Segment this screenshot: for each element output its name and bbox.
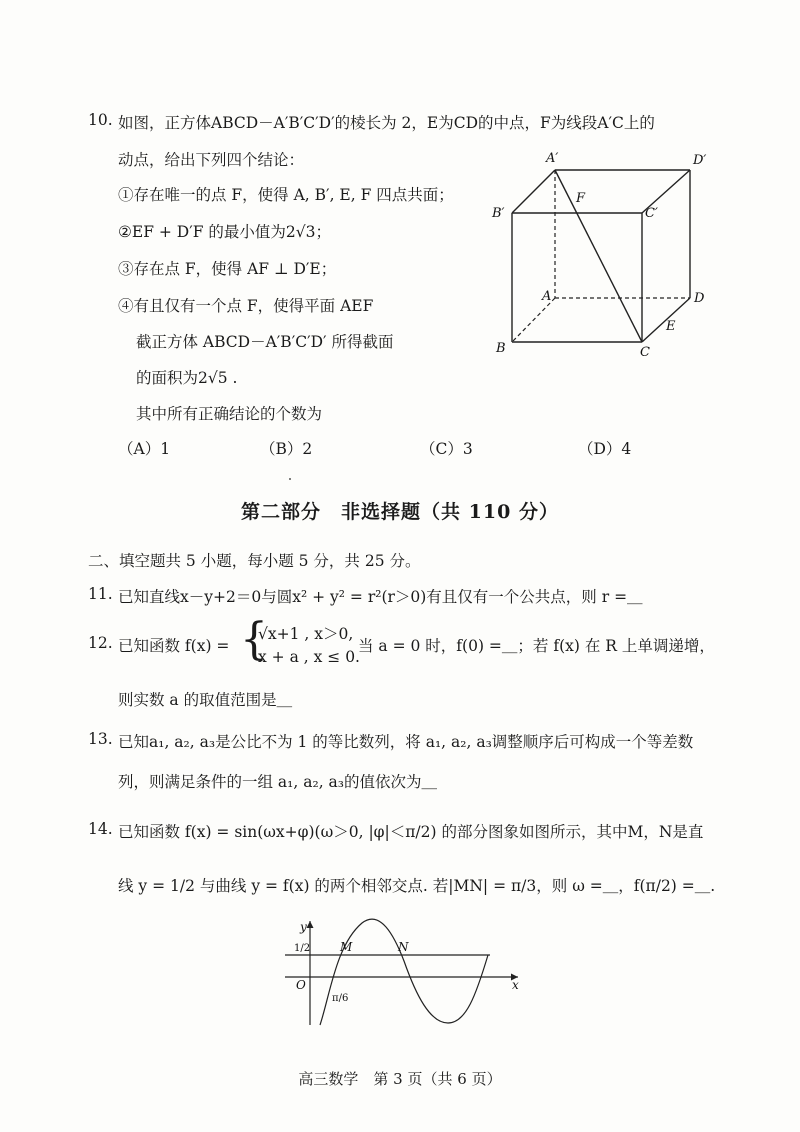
q12-case2: x + a , x ≤ 0.: [258, 648, 360, 666]
cube-figure: [480, 140, 730, 365]
stray-dot: [289, 478, 291, 480]
q10-conclusion-1: ①存在唯一的点 F，使得 A, B′, E, F 四点共面；: [118, 186, 454, 204]
diagonal-a1c: [555, 170, 642, 342]
q10-conclusion-4-cont2: 的面积为2√5 .: [136, 369, 238, 387]
label-c1: C′: [645, 206, 658, 221]
q13-line2: 列，则满足条件的一组 a₁, a₂, a₃的值依次为＿: [118, 773, 437, 791]
q10-conclusion-4: ④有且仅有一个点 F，使得平面 AEF: [118, 297, 374, 315]
q11-text: 已知直线x－y+2＝0与圆x² + y² = r²(r＞0)有且仅有一个公共点，则 r =＿: [118, 588, 643, 606]
q10-question: 其中所有正确结论的个数为: [136, 405, 323, 423]
page-footer: 高三数学 第 3 页（共 6 页）: [298, 1070, 502, 1088]
q10-number: 10.: [88, 111, 113, 129]
q10-option-b: （B）2: [260, 440, 313, 458]
label-b1: B′: [492, 206, 505, 221]
q12-case1: √x+1 , x＞0,: [258, 625, 354, 643]
label-origin: O: [296, 978, 306, 992]
sine-curve: [320, 919, 488, 1025]
label-half: 1/2: [294, 943, 311, 954]
q12-prefix: 已知函数 f(x) =: [118, 637, 230, 655]
q14-line1: 已知函数 f(x) = sin(ωx+φ)(ω＞0, |φ|＜π/2) 的部分图象如图所示，其中M，N是直: [118, 823, 704, 841]
q10-conclusion-3: ③存在点 F，使得 AF ⊥ D′E；: [118, 260, 337, 278]
edge-a1b1: [512, 170, 555, 213]
q12-number: 12.: [88, 634, 113, 652]
label-c: C: [640, 345, 650, 360]
section-header: 二、填空题共 5 小题，每小题 5 分，共 25 分。: [88, 552, 421, 570]
label-pi6: π/6: [332, 993, 349, 1004]
label-y: y: [300, 920, 307, 934]
label-a1: A′: [546, 151, 559, 166]
q12-brace: {: [240, 614, 268, 665]
label-e: E: [666, 319, 676, 334]
q10-option-d: （D）4: [578, 440, 632, 458]
q14-line2: 线 y = 1/2 与曲线 y = f(x) 的两个相邻交点. 若|MN| = π/3，则 ω =＿，f(π/2) =＿.: [118, 877, 716, 895]
label-b: B: [496, 341, 506, 356]
q10-stem-line1: 如图，正方体ABCD－A′B′C′D′的棱长为 2，E为CD的中点，F为线段A′C上的: [118, 114, 655, 132]
q10-option-c: （C）3: [420, 440, 473, 458]
q12-suffix: 当 a = 0 时，f(0) =＿；若 f(x) 在 R 上单调递增，: [358, 637, 715, 655]
label-d1: D′: [693, 153, 707, 168]
q10-conclusion-2: ②EF + D′F 的最小值为2√3；: [118, 223, 332, 241]
q10-option-a: （A）1: [118, 440, 171, 458]
sine-graph: [280, 915, 525, 1030]
label-m: M: [340, 940, 353, 954]
q11-number: 11.: [88, 585, 113, 603]
q10-stem-line2: 动点，给出下列四个结论：: [118, 151, 305, 169]
edge-ab-hidden: [512, 298, 555, 342]
label-n: N: [398, 940, 409, 954]
label-a: A: [542, 289, 552, 304]
q14-number: 14.: [88, 820, 113, 838]
part2-title: 第二部分 非选择题（共 110 分）: [241, 501, 559, 523]
label-f: F: [576, 191, 586, 206]
q13-number: 13.: [88, 730, 113, 748]
q10-conclusion-4-cont1: 截正方体 ABCD－A′B′C′D′ 所得截面: [136, 333, 394, 351]
label-d: D: [694, 291, 705, 306]
q12-line2: 则实数 a 的取值范围是＿: [118, 691, 293, 709]
label-x: x: [512, 978, 519, 992]
q13-line1: 已知a₁, a₂, a₃是公比不为 1 的等比数列，将 a₁, a₂, a₃调整顺序后可构成一个等差数: [118, 733, 694, 751]
